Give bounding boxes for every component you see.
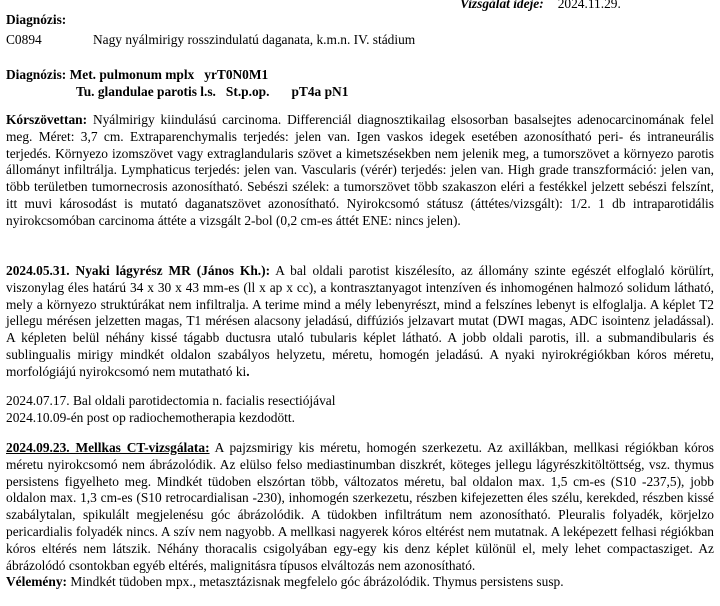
ct-label: 2024.09.23. Mellkas CT-vizsgálata:	[6, 440, 210, 455]
exam-date-value: 2024.11.29.	[557, 0, 621, 11]
histology-text: Nyálmirigy kiindulású carcinoma. Differenciál diagnosztikailag elsosorban basalsejtes adenocarcinomának felel meg. Méret: 3,7 cm. Extraparenchymalis terjedés: jelen van. Igen vaskos idegek esetében azonosítható peri- és intraneurális terjedés. Környezo izomszövet vagy extraglandularis szövet a kimetszésekben nem jelenik meg, a tumorszövet a környezo parotis állományt infiltrálja. Lymphaticus terjedés: jelen van. Vascularis (vérér) terjedés: jelen van. High grade transzformáció: jelen van, több területben tumornecrosis azonosítható. Sebészi szélek: a tumorszövet több szakaszon eléri a festékkel jelzett sebészi felszínt, itt muvi károsodást is mutató daganatszövet azonosítható. Nyirokcsomó státusz (áttétes/vizsgált): 1/2. 1 db intraparotidális nyirokcsomóban carcinoma áttéte a vizsgált 2-bol (0,2 cm-es áttét ENE: nincs jelen).	[6, 112, 714, 228]
mr-label: 2024.05.31. Nyaki lágyrész MR (János Kh.):	[6, 263, 271, 278]
ct-text: A pajzsmirigy kis méretu, homogén szerkezetu. Az axillákban, mellkasi régiókban kóros méretu nyirokcsomó nem ábrázolódik. Az elülso felso mediastinumban diszkrét, köteges jellegu lágyrészkitöltöttség, vsz. thymus persistens figyelheto meg. Mindkét tüdoben elszórtan több, változatos méretu, bal oldalon max. 1,5 cm-es (S10 -237,5), jobb oldalon max. 1,3 cm-es (S10 retrocardialisan -230), inhomogén szerkezetu, részben kifejezetten éles szélu, kerekded, részben kissé szabálytalan, spikulált megjelenésu góc ábrázolódik. A tüdokben infiltrátum nem azonosítható. Pleuralis folyadék, körjelzo pericardialis folyadék nincs. A szív nem nagyobb. A mellkasi nagyerek kóros eltérést nem mutatnak. A leképezett felhasi régiókban kóros eltérés nem látszik. Néhány thoracalis csigolyában egy-egy kis denz képlet különül el, mely lehet compactasziget. Az ábrázolódó csontokban egyéb eltérés, malignitásra típusos elváltozás nem azonosítható.	[6, 440, 715, 573]
event-surgery: 2024.07.17. Bal oldali parotidectomia n. facialis resectiójával	[6, 393, 336, 408]
mr-end-mark: .	[246, 363, 250, 379]
diagnosis-detail-row-1	[6, 66, 348, 83]
histology-paragraph	[6, 112, 714, 230]
exam-date-label: Vizsgálat ideje:	[460, 0, 544, 11]
diagnosis-heading: Diagnózis:	[6, 12, 67, 27]
diagnosis-detail-row-2	[6, 83, 348, 100]
mr-text: A bal oldali parotist kiszélesíto, az állomány szinte egészét elfoglaló körülírt, viszonylag éles határú 34 x 30 x 43 mm-es (ll x ap x cc), a kontrasztanyagot intenzíven és inhomogénen halmozó solidum látható, mely a környezo struktúrákat nem infiltralja. A terime mind a mély lebenyrészt, mind a felszínes lebenyt is elfoglalja. A képlet T2 jellegu mérésen jelzetten magas, T1 mérésen alacsony jeladású, diffúziós jelzavart mutat (DWI magas, ADC isointenz jeladással). A képleten belül néhány kissé tágabb ductusra utaló tubularis képlet látható. A jobb oldali parotis, ill. a submandibularis és sublingualis mirigy mindkét oldalon szabályos helyzetu, méretu, homogén jeladású. A nyaki nyirokrégiókban kóros méretu, morfológiájú nyirokcsomó nem mutatható ki	[6, 263, 715, 379]
diagnosis-detail-label: Diagnózis:	[6, 67, 67, 82]
events-paragraph	[6, 393, 714, 427]
diagnosis-line1-stage: yrT0N0M1	[204, 67, 269, 82]
diagnosis-line1-name: Met. pulmonum mplx	[69, 67, 195, 82]
event-radiochemo: 2024.10.09-én post op radiochemotherapia kezdodött.	[6, 409, 295, 425]
diagnosis-detail	[6, 66, 348, 100]
diagnosis-line2-name: Tu. glandulae parotis l.s.	[76, 84, 216, 99]
diagnosis-line2-stage: pT4a pN1	[291, 84, 349, 99]
exam-date	[460, 0, 621, 12]
ct-paragraph	[6, 440, 714, 591]
diagnosis-code: C0894	[6, 32, 42, 47]
opinion-label: Vélemény:	[6, 574, 67, 590]
mr-paragraph	[6, 263, 714, 381]
diagnosis-description: Nagy nyálmirigy rosszindulatú daganata, k.m.n. IV. stádium	[93, 32, 416, 47]
opinion-text: Mindkét tüdoben mpx., metasztázisnak megfelelo góc ábrázolódik. Thymus persistens susp.	[66, 574, 564, 590]
diagnosis-line2-site: St.p.op.	[225, 84, 270, 99]
histology-label: Kórszövettan:	[6, 112, 88, 127]
diagnosis-code-row	[6, 32, 415, 48]
